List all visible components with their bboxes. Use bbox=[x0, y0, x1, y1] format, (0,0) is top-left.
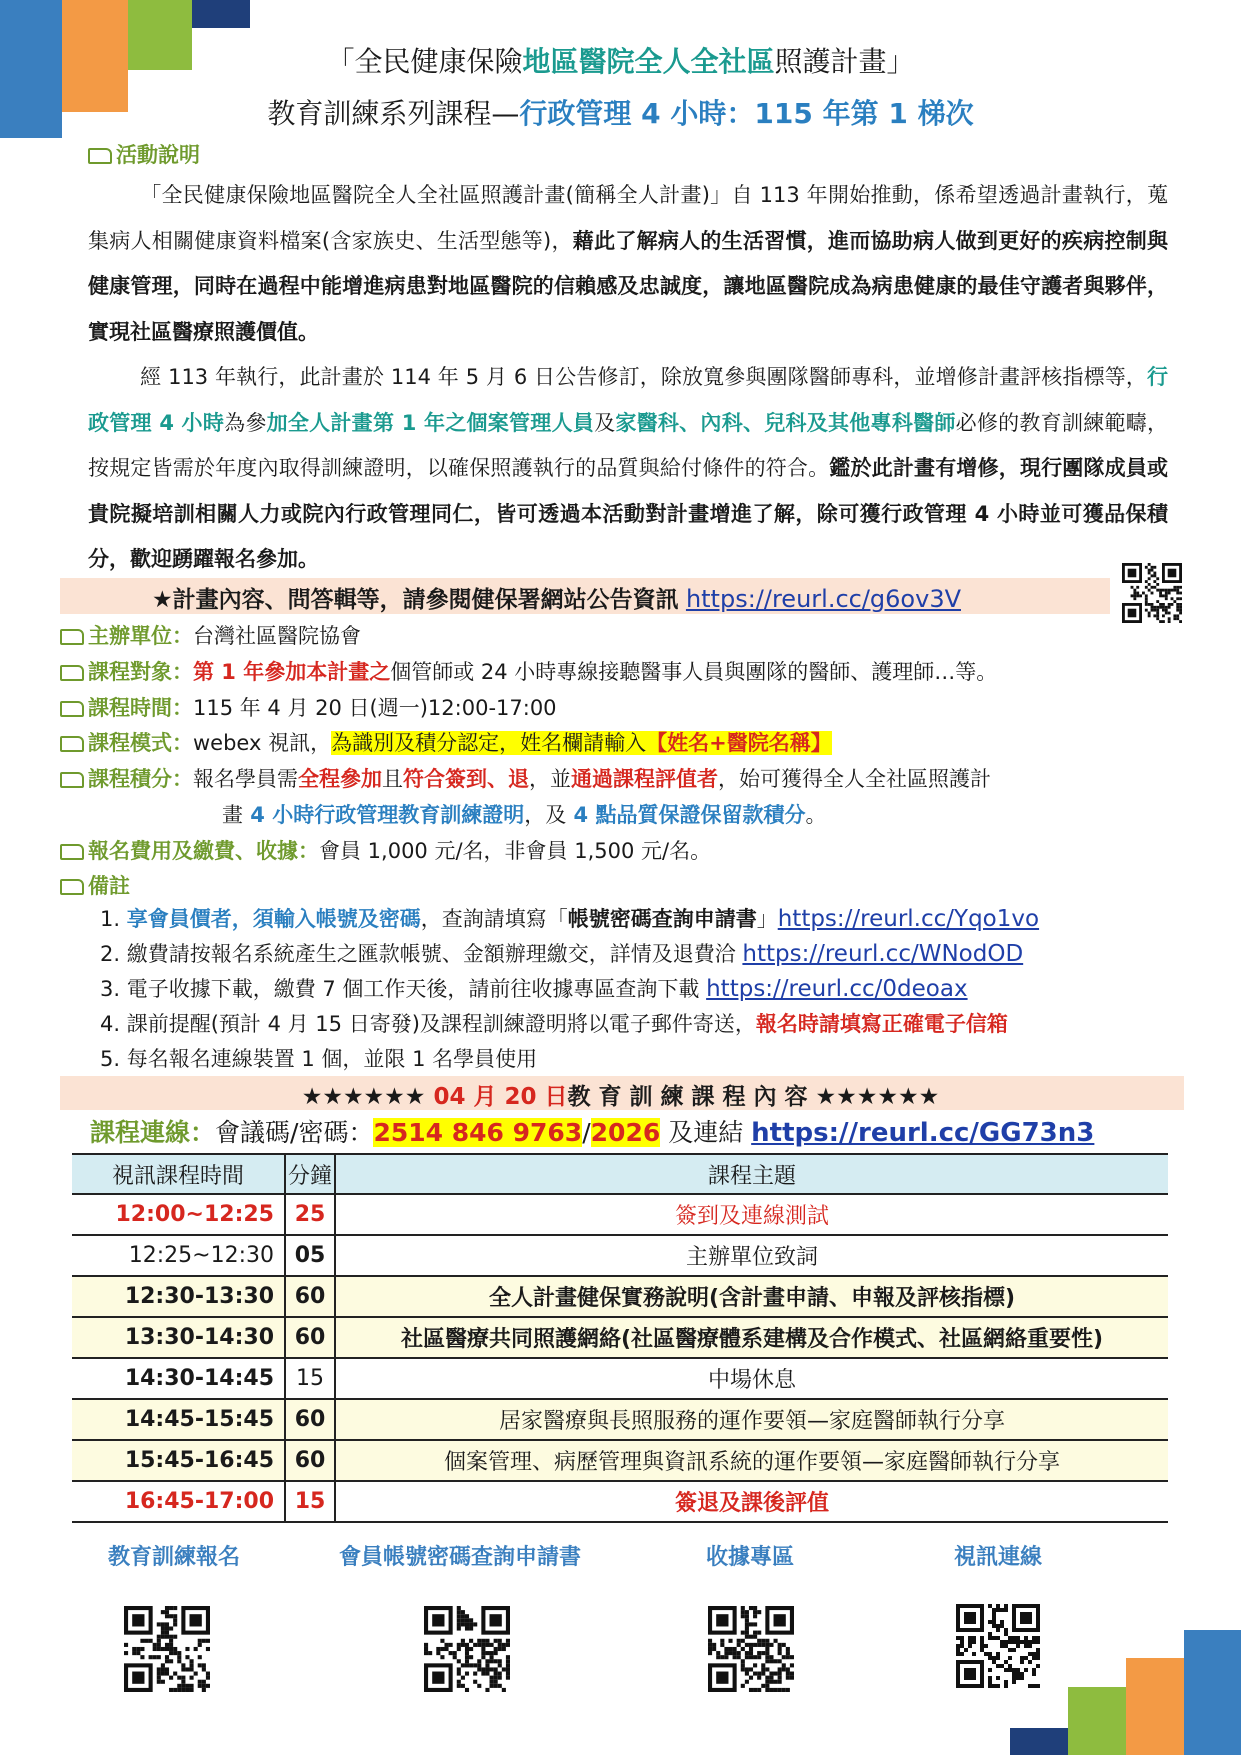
audience-row: 課程對象：第 1 年參加本計畫之個管師或 24 小時專線接聽醫事人員與團隊的醫師、護理師…等。 bbox=[60, 656, 997, 686]
qr-label-account-query: 會員帳號密碼查詢申請書 bbox=[338, 1545, 581, 1570]
qr-code-receipt[interactable] bbox=[708, 1606, 794, 1692]
table-row bbox=[72, 1440, 1168, 1481]
qr-code-video[interactable] bbox=[956, 1604, 1040, 1688]
course-band-text: ★★★★★★ 04 月 20 日教 育 訓 練 課 程 內 容 ★★★★★★ bbox=[301, 1084, 940, 1110]
row-topic: 全人計畫健保實務說明(含計畫申請、申報及評核指標) bbox=[335, 1276, 1168, 1317]
credit-row: 課程積分：報名學員需全程參加且符合簽到、退，並通過課程評值者，始可獲得全人全社區照護計 bbox=[60, 763, 991, 793]
meeting-link[interactable]: https://reurl.cc/GG73n3 bbox=[751, 1118, 1095, 1148]
row-minutes: 60 bbox=[285, 1399, 335, 1440]
folder-icon bbox=[60, 629, 84, 645]
row-minutes: 60 bbox=[285, 1317, 335, 1358]
row-minutes: 15 bbox=[285, 1358, 335, 1399]
folder-icon bbox=[60, 736, 84, 752]
row-topic: 主辦單位致詞 bbox=[335, 1235, 1168, 1276]
row-time: 14:30-14:45 bbox=[72, 1358, 285, 1399]
meeting-password[interactable]: 2026 bbox=[590, 1118, 661, 1147]
section-heading-activity: 活動說明 bbox=[88, 139, 200, 169]
table-row bbox=[72, 1276, 1168, 1317]
table-row bbox=[72, 1358, 1168, 1399]
row-minutes: 15 bbox=[285, 1481, 335, 1522]
row-topic: 簽退及課後評值 bbox=[335, 1481, 1168, 1522]
mode-row: 課程模式：webex 視訊，為識別及積分認定，姓名欄請輸入【姓名+醫院名稱】 bbox=[60, 727, 832, 757]
corner-decoration-bottom-right bbox=[1010, 1630, 1241, 1755]
qr-label-registration: 教育訓練報名 bbox=[107, 1545, 240, 1570]
note-item-2: 2. 繳費請按報名系統產生之匯款帳號、金額辦理繳交，詳情及退費洽 https://reurl.cc/WNodOD bbox=[100, 941, 1024, 967]
folder-icon bbox=[60, 772, 84, 788]
row-time: 12:25~12:30 bbox=[72, 1235, 285, 1276]
schedule-header-row bbox=[72, 1154, 1168, 1194]
row-time: 12:00~12:25 bbox=[72, 1194, 285, 1235]
folder-icon bbox=[88, 148, 112, 164]
row-minutes: 25 bbox=[285, 1194, 335, 1235]
row-topic: 個案管理、病歷管理與資訊系統的運作要領—家庭醫師執行分享 bbox=[335, 1440, 1168, 1481]
table-row bbox=[72, 1399, 1168, 1440]
qr-code-registration[interactable] bbox=[124, 1606, 210, 1692]
header-time: 視訊課程時間 bbox=[72, 1154, 285, 1194]
note-item-4: 4. 課前提醒(預計 4 月 15 日寄發)及課程訓練證明將以電子郵件寄送，報名時請填寫正確電子信箱 bbox=[100, 1012, 1008, 1036]
table-row bbox=[72, 1235, 1168, 1276]
folder-icon bbox=[60, 844, 84, 860]
row-minutes: 60 bbox=[285, 1276, 335, 1317]
table-row bbox=[72, 1194, 1168, 1235]
row-time: 16:45-17:00 bbox=[72, 1481, 285, 1522]
qr-code-account-query[interactable] bbox=[424, 1606, 510, 1692]
fee-row: 報名費用及繳費、收據：會員 1,000 元/名，非會員 1,500 元/名。 bbox=[60, 835, 711, 865]
meeting-row: 課程連線：會議碼/密碼：2514 846 9763/2026 及連結 https://reurl.cc/GG73n3 bbox=[90, 1118, 1095, 1148]
note-item-5: 5. 每名報名連線裝置 1 個，並限 1 名學員使用 bbox=[100, 1047, 538, 1071]
row-topic: 社區醫療共同照護網絡(社區醫療體系建構及合作模式、社區網絡重要性) bbox=[335, 1317, 1168, 1358]
table-row bbox=[72, 1481, 1168, 1522]
row-topic: 中場休息 bbox=[335, 1358, 1168, 1399]
row-time: 15:45-16:45 bbox=[72, 1440, 285, 1481]
note-item-3: 3. 電子收據下載，繳費 7 個工作天後，請前往收據專區查詢下載 https://reurl.cc/0deoax bbox=[100, 976, 968, 1002]
organizer-row: 主辦單位：台灣社區醫院協會 bbox=[60, 620, 361, 650]
announcement-link[interactable]: https://reurl.cc/g6ov3V bbox=[685, 585, 961, 613]
schedule-table bbox=[72, 1153, 1168, 1523]
time-row: 課程時間：115 年 4 月 20 日(週一)12:00-17:00 bbox=[60, 692, 557, 722]
activity-paragraph-2: 經 113 年執行，此計畫於 114 年 5 月 6 日公告修訂，除放寬參與團隊醫師專科，並增修計畫評核指標等，行政管理 4 小時為參加全人計畫第 1 年之個案管理人員及家醫科、內科、兒科及其他專科醫師必修的教育訓練範疇，按規定皆需於年度內取得訓練證明，以確保照護執行的品質與給付條件的符合。鑑於此計畫有增修，現行團隊成員或貴院擬培訓相關人力或院內行政管理同仁，皆可透過本活動對計畫增進了解，除可獲行政管理 4 小時並可獲品保積分，歡迎踴躍報名參加。 bbox=[88, 365, 1169, 571]
row-time: 13:30-14:30 bbox=[72, 1317, 285, 1358]
note-link-1[interactable]: https://reurl.cc/Yqo1vo bbox=[777, 906, 1040, 932]
row-topic: 居家醫療與長照服務的運作要領—家庭醫師執行分享 bbox=[335, 1399, 1168, 1440]
row-minutes: 05 bbox=[285, 1235, 335, 1276]
table-row bbox=[72, 1317, 1168, 1358]
folder-icon bbox=[60, 665, 84, 681]
note-link-2[interactable]: https://reurl.cc/WNodOD bbox=[742, 941, 1024, 967]
note-link-3[interactable]: https://reurl.cc/0deoax bbox=[706, 976, 968, 1002]
folder-icon bbox=[60, 701, 84, 717]
announcement-text: ★計畫內容、問答輯等，請參閱健保署網站公告資訊 https://reurl.cc/g6ov3V bbox=[152, 585, 961, 613]
note-item-1: 1. 享會員價者，須輸入帳號及密碼，查詢請填寫「帳號密碼查詢申請書」https://reurl.cc/Yqo1vo bbox=[100, 906, 1040, 932]
credit-row-continued: 畫 4 小時行政管理教育訓練證明，及 4 點品質保證保留款積分。 bbox=[222, 803, 827, 827]
page-title-line1: 「全民健康保險地區醫院全人全社區照護計畫」 bbox=[326, 45, 915, 78]
activity-paragraph-1: 「全民健康保險地區醫院全人全社區照護計畫(簡稱全人計畫)」自 113 年開始推動，係希望透過計畫執行，蒐集病人相關健康資料檔案(含家族史、生活型態等)，藉此了解病人的生活習慣，進而協助病人做到更好的疾病控制與健康管理，同時在過程中能增進病患對地區醫院的信賴感及忠誠度，讓地區醫院成為病患健康的最佳守護者與夥伴，實現社區醫療照護價值。 bbox=[88, 183, 1168, 344]
header-minutes: 分鐘 bbox=[285, 1154, 335, 1194]
qr-code-announcement[interactable] bbox=[1122, 563, 1182, 623]
qr-label-receipt: 收據專區 bbox=[705, 1545, 794, 1570]
notes-heading: 備註 bbox=[60, 870, 130, 900]
meeting-code[interactable]: 2514 846 9763 bbox=[373, 1118, 583, 1147]
row-time: 14:45-15:45 bbox=[72, 1399, 285, 1440]
page-title-line2: 教育訓練系列課程—行政管理 4 小時：115 年第 1 梯次 bbox=[267, 97, 974, 130]
row-topic: 簽到及連線測試 bbox=[335, 1194, 1168, 1235]
notes-list bbox=[100, 902, 1039, 1077]
folder-icon bbox=[60, 879, 84, 895]
qr-label-video: 視訊連線 bbox=[953, 1545, 1042, 1570]
row-time: 12:30-13:30 bbox=[72, 1276, 285, 1317]
header-topic: 課程主題 bbox=[335, 1154, 1168, 1194]
row-minutes: 60 bbox=[285, 1440, 335, 1481]
